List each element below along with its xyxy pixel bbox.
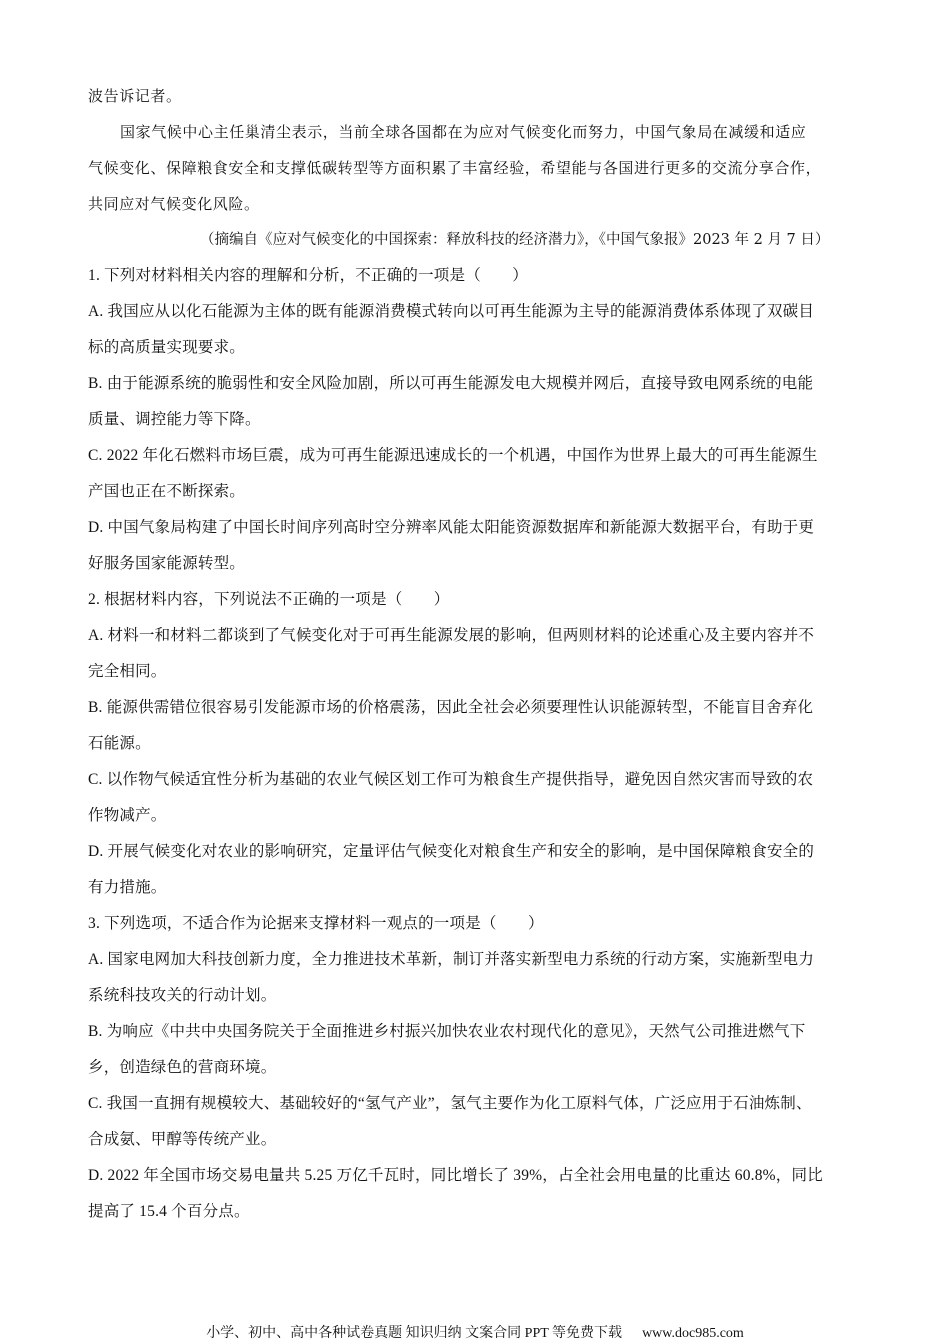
option-a-line: A. 国家电网加大科技创新力度，全力推进技术革新，制订并落实新型电力系统的行动方案，实施新型电力 — [88, 951, 815, 968]
option-d-line: D. 2022 年全国市场交易电量共 5.25 万亿千瓦时，同比增长了 39%，占全社会用电量的比重达 60.8%，同比 — [88, 1167, 823, 1184]
passage-source: （摘编自《应对气候变化的中国探索：释放科技的经济潜力》，《中国气象报》2023 年 2 月 7 日） — [200, 232, 830, 248]
passage-line: 国家气候中心主任巢清尘表示，当前全球各国都在为应对气候变化而努力，中国气象局在减缓和适应 — [120, 123, 807, 141]
question-1 — [88, 258, 868, 582]
option-a-line: A. 我国应从以化石能源为主体的既有能源消费模式转向以可再生能源为主导的能源消费体系体现了双碳目 — [88, 303, 815, 320]
passage-continuation: 波告诉记者。 — [88, 87, 182, 105]
option-b-line: B. 能源供需错位很容易引发能源市场的价格震荡，因此全社会必须要理性认识能源转型，不能盲目舍弃化 — [88, 699, 814, 716]
option-c-line: 作物减产。 — [88, 807, 167, 824]
option-c-line: 合成氨、甲醇等传统产业。 — [88, 1131, 277, 1148]
document-page — [88, 78, 868, 1230]
question-stem: 3. 下列选项，不适合作为论据来支撑材料一观点的一项是（ ） — [88, 915, 544, 932]
option-d-line: D. 开展气候变化对农业的影响研究，定量评估气候变化对粮食生产和安全的影响，是中国保障粮食安全的 — [88, 843, 815, 860]
option-c-line: C. 我国一直拥有规模较大、基础较好的“氢气产业”，氢气主要作为化工原料气体，广泛应用于石油炼制、 — [88, 1095, 812, 1112]
option-d-line: 有力措施。 — [88, 879, 167, 896]
option-c-line: 产国也正在不断探索。 — [88, 483, 246, 500]
footer-text: 小学、初中、高中各种试卷真题 知识归纳 文案合同 PPT 等免费下载 — [206, 1326, 623, 1341]
option-a-line: 完全相同。 — [88, 663, 167, 680]
option-a-line: 标的高质量实现要求。 — [88, 339, 246, 356]
option-d-line: D. 中国气象局构建了中国长时间序列高时空分辨率风能太阳能资源数据库和新能源大数据平台，有助于更 — [88, 519, 815, 536]
passage-line: 气候变化、保障粮食安全和支撑低碳转型等方面积累了丰富经验，希望能与各国进行更多的交流分享合作， — [88, 159, 822, 177]
option-b-line: B. 为响应《中共中央国务院关于全面推进乡村振兴加快农业农村现代化的意见》，天然气公司推进燃气下 — [88, 1023, 806, 1040]
question-3 — [88, 906, 868, 1230]
question-stem: 1. 下列对材料相关内容的理解和分析，不正确的一项是（ ） — [88, 267, 529, 284]
option-c-line: C. 以作物气候适宜性分析为基础的农业气候区划工作可为粮食生产提供指导，避免因自然灾害而导致的农 — [88, 771, 814, 788]
option-b-line: 乡，创造绿色的营商环境。 — [88, 1059, 277, 1076]
option-a-line: A. 材料一和材料二都谈到了气候变化对于可再生能源发展的影响，但两则材料的论述重心及主要内容并不 — [88, 627, 815, 644]
option-d-line: 提高了 15.4 个百分点。 — [88, 1203, 250, 1220]
question-stem: 2. 根据材料内容，下列说法不正确的一项是（ ） — [88, 591, 450, 608]
option-d-line: 好服务国家能源转型。 — [88, 555, 246, 572]
question-2 — [88, 582, 868, 906]
option-a-line: 系统科技攻关的行动计划。 — [88, 987, 277, 1004]
passage-line: 共同应对气候变化风险。 — [88, 195, 260, 213]
option-c-line: C. 2022 年化石燃料市场巨震，成为可再生能源迅速成长的一个机遇，中国作为世界上最大的可再生能源生 — [88, 447, 818, 464]
option-b-line: 石能源。 — [88, 735, 151, 752]
option-b-line: 质量、调控能力等下降。 — [88, 411, 261, 428]
footer-url-link[interactable]: www.doc985.com — [642, 1326, 744, 1341]
option-b-line: B. 由于能源系统的脆弱性和安全风险加剧，所以可再生能源发电大规模并网后，直接导致电网系统的电能 — [88, 375, 814, 392]
page-footer — [0, 1322, 950, 1342]
